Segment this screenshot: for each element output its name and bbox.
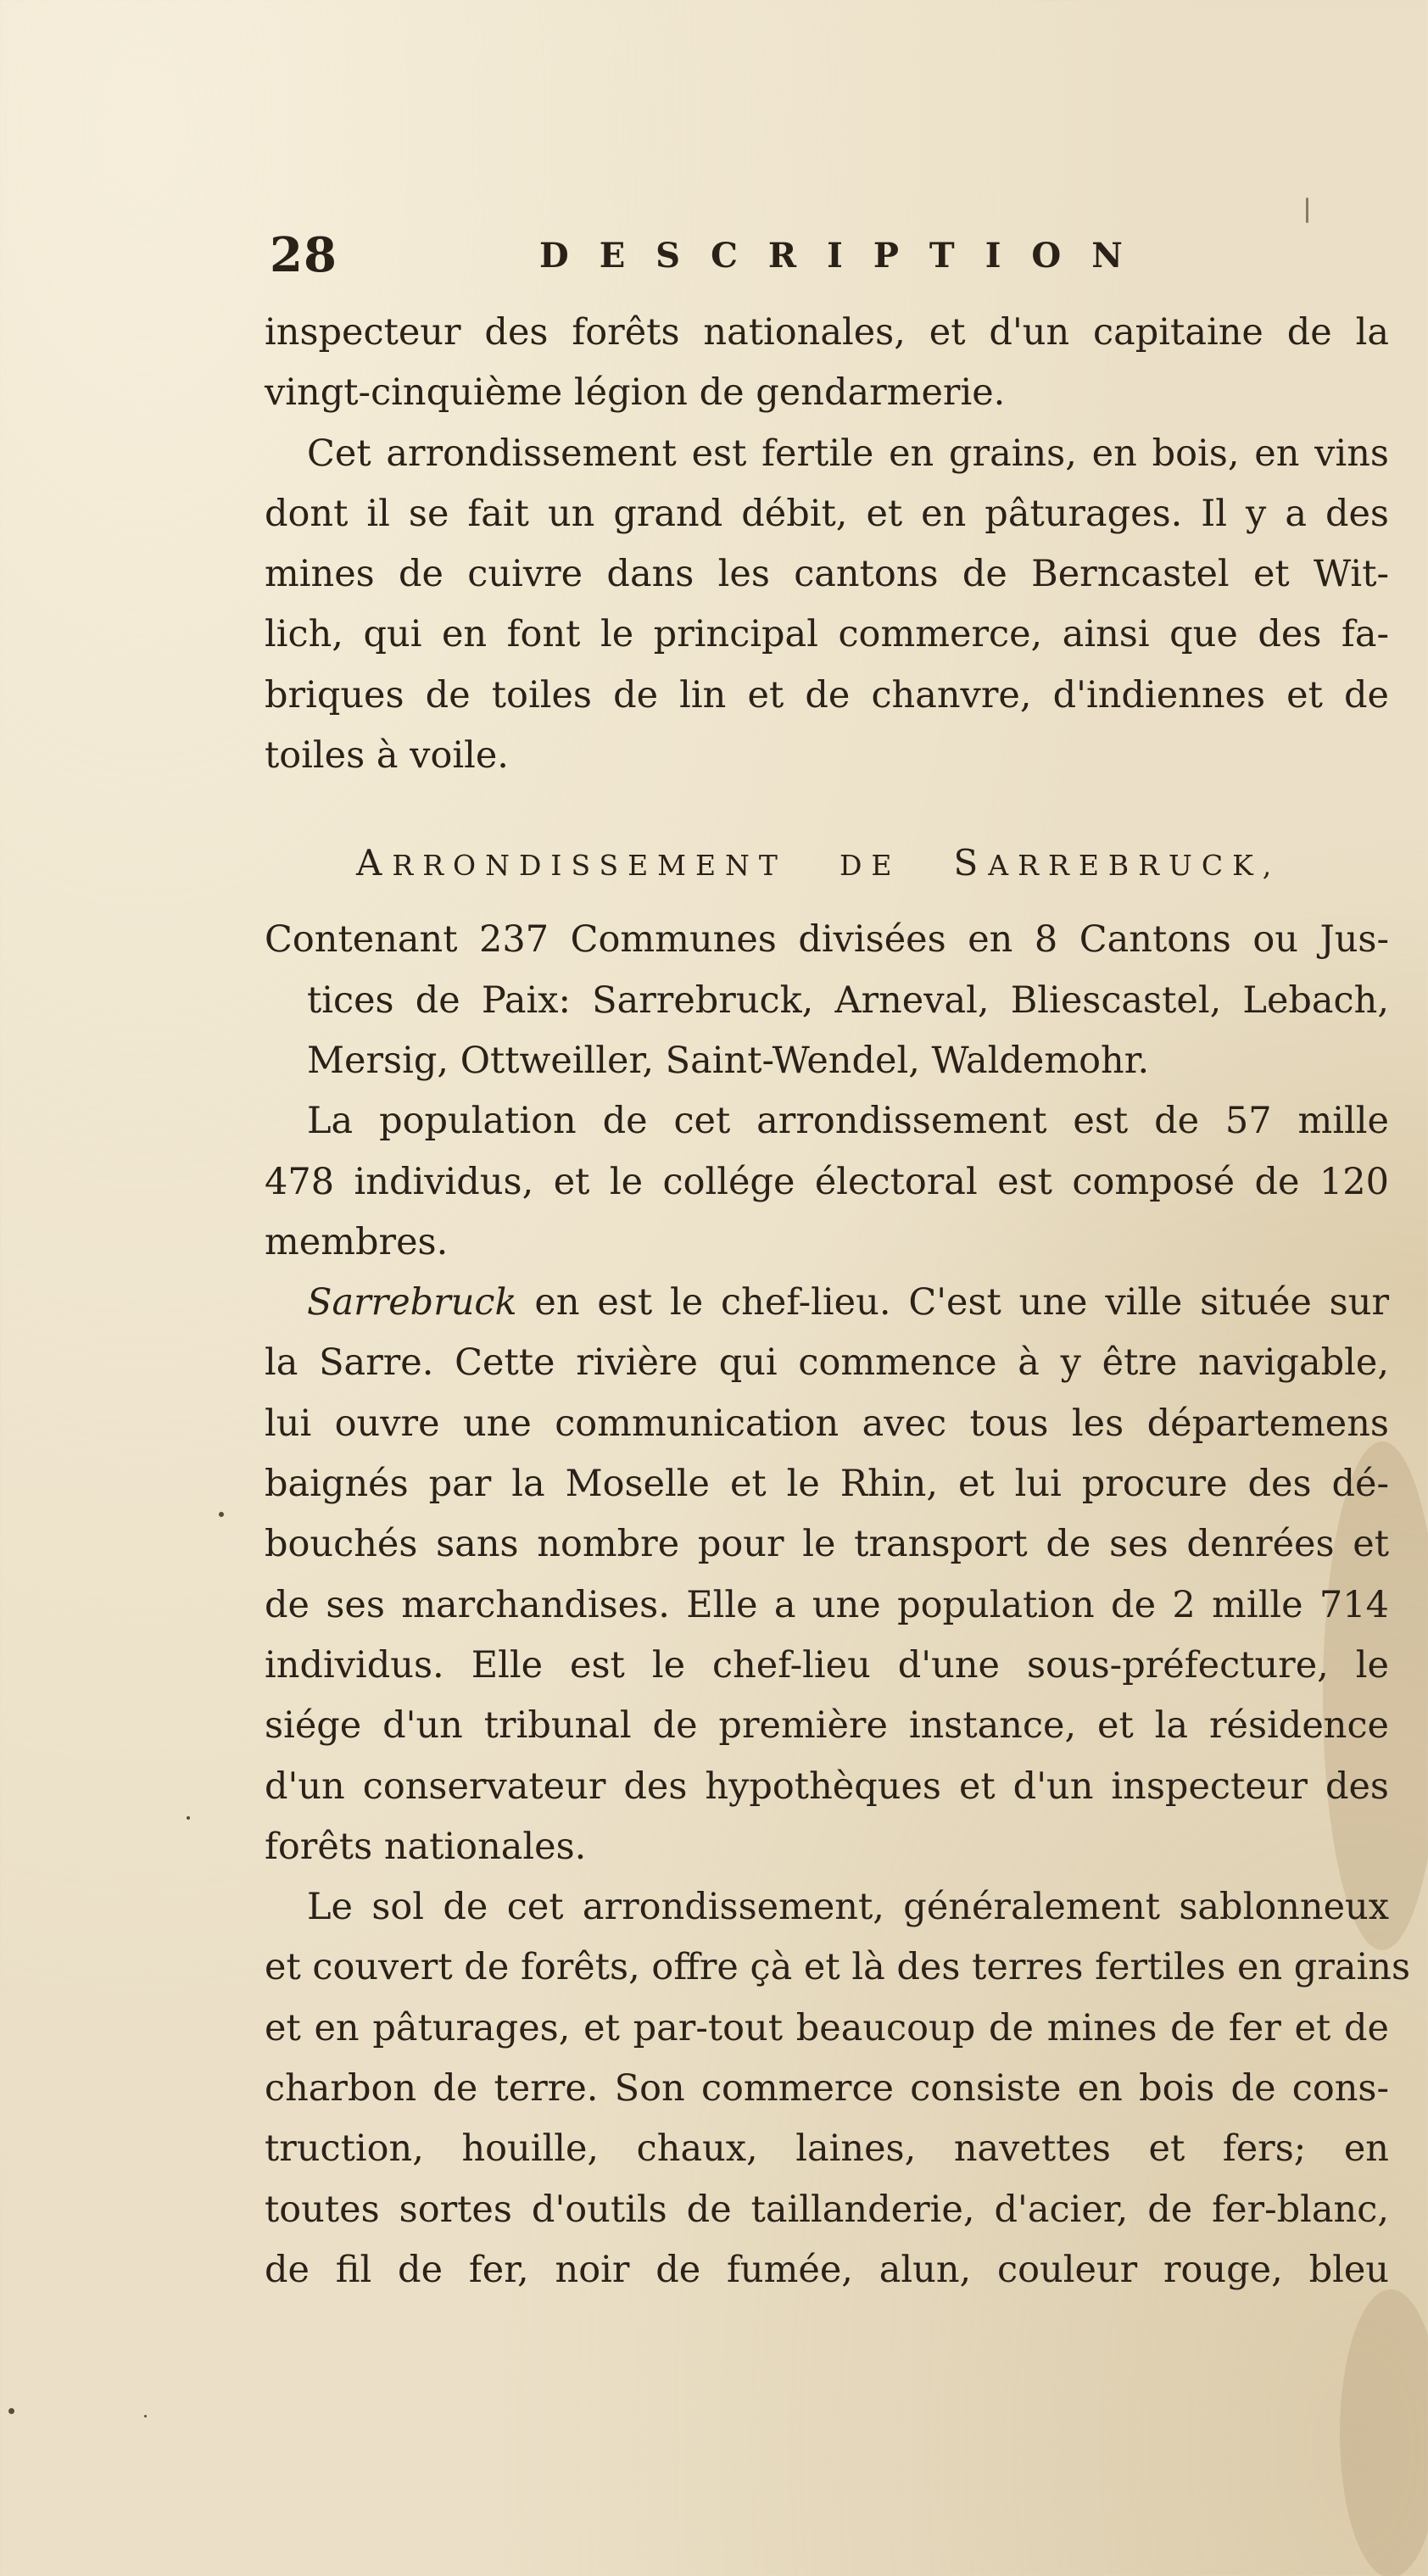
text-line: forêts nationales. <box>265 1825 587 1868</box>
section-spacer <box>265 901 1389 910</box>
ink-speck <box>1306 198 1308 223</box>
section-spacer <box>265 786 1389 825</box>
text-line: mines de cuivre dans les cantons de Berncastel et Wit- <box>265 553 1389 596</box>
text-line: vingt-cinquième légion de gendarmerie. <box>265 371 1006 415</box>
text-line: Le sol de cet arrondissement, généralement sablonneux <box>307 1886 1389 1929</box>
text-line: inspecteur des forêts nationales, et d'un capitaine de la <box>265 311 1389 354</box>
heading-word: RRONDISSEMENT <box>392 849 787 883</box>
text-line: toiles à voile. <box>265 734 509 778</box>
heading-initial: A <box>356 842 393 884</box>
body-text <box>265 303 1411 2300</box>
text-line: toutes sortes d'outils de taillanderie, d'acier, de fer-blanc, <box>265 2188 1389 2231</box>
text-line: Cet arrondissement est fertile en grains, en bois, en vins <box>307 432 1389 475</box>
text-line: charbon de terre. Son commerce consiste en bois de cons- <box>265 2067 1389 2110</box>
text-line: de fil de fer, noir de fumée, alun, couleur rouge, bleu <box>265 2248 1389 2291</box>
section-heading <box>265 825 1389 901</box>
text-line: et couvert de forêts, offre çà et là des terres fertiles en grains <box>265 1946 1411 1989</box>
text-line: lui ouvre une communication avec tous les départemens <box>265 1402 1389 1445</box>
ink-speck <box>8 2408 14 2414</box>
ink-speck <box>187 1816 190 1820</box>
text-line: individus. Elle est le chef-lieu d'une sous-préfecture, le <box>265 1643 1389 1687</box>
ink-speck <box>219 1512 224 1517</box>
city-name: Sarrebruck <box>307 1281 517 1324</box>
text-line: 478 individus, et le collége électoral est composé de 120 <box>265 1160 1389 1203</box>
text-line: tices de Paix: Sarrebruck, Arneval, Bliescastel, Lebach, <box>307 979 1389 1022</box>
paper-stain <box>1340 2289 1428 2576</box>
text-line: membres. <box>265 1220 449 1263</box>
ink-speck <box>144 2415 147 2417</box>
text-line: et en pâturages, et par-tout beaucoup de mines de fer et de <box>265 2006 1389 2049</box>
text-line: truction, houille, chaux, laines, navettes et fers; en <box>265 2127 1389 2171</box>
text-line: Mersig, Ottweiller, Saint-Wendel, Waldemohr. <box>307 1039 1150 1082</box>
text-run: en est le chef-lieu. C'est une ville située sur <box>516 1281 1389 1324</box>
page-number: 28 <box>270 227 337 283</box>
text-line: La population de cet arrondissement est de 57 mille <box>307 1100 1389 1143</box>
running-title: DESCRIPTION <box>539 236 1153 276</box>
heading-initial: S <box>953 842 989 884</box>
text-line: briques de toiles de lin et de chanvre, d'indiennes et de <box>265 673 1389 716</box>
text-line <box>265 1273 1389 1333</box>
heading-word: DE <box>839 849 901 883</box>
text-line: d'un conservateur des hypothèques et d'un inspecteur des <box>265 1765 1389 1808</box>
heading-word: ARREBRUCK, <box>988 849 1281 883</box>
text-line: siége d'un tribunal de première instance, et la résidence <box>265 1704 1389 1748</box>
text-line: lich, qui en font le principal commerce, ainsi que des fa- <box>265 613 1389 656</box>
text-line: baignés par la Moselle et le Rhin, et lui procure des dé- <box>265 1463 1389 1506</box>
running-head <box>270 227 1389 295</box>
text-line: dont il se fait un grand débit, et en pâturages. Il y a des <box>265 492 1389 535</box>
text-line: la Sarre. Cette rivière qui commence à y être navigable, <box>265 1341 1389 1385</box>
text-line: bouchés sans nombre pour le transport de ses denrées et <box>265 1523 1389 1566</box>
text-line: de ses marchandises. Elle a une population de 2 mille 714 <box>265 1583 1389 1626</box>
text-line: Contenant 237 Communes divisées en 8 Cantons ou Jus- <box>265 918 1389 962</box>
